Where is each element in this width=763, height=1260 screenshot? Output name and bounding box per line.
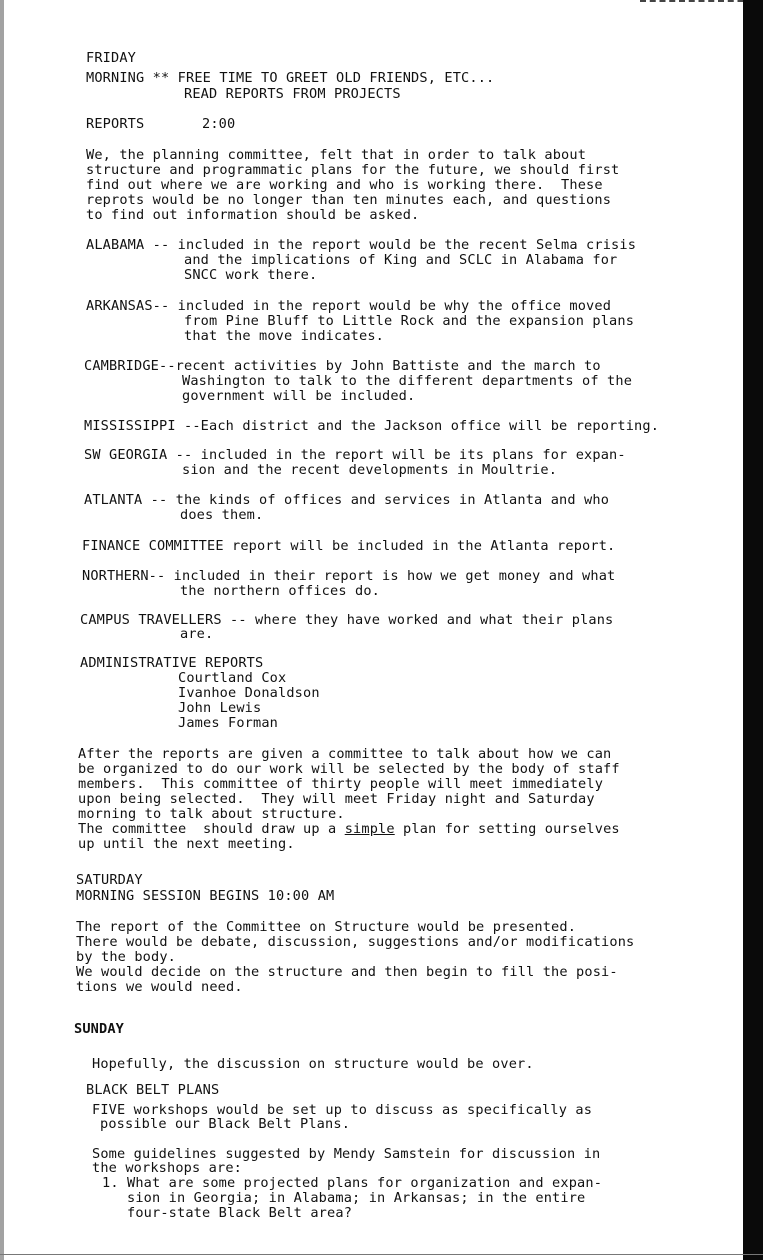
saturday-line: The report of the Committee on Structure would be presented. bbox=[76, 919, 577, 935]
workshops-line: FIVE workshops would be set up to discuss as specifically as bbox=[92, 1102, 593, 1118]
admin-name: James Forman bbox=[178, 715, 279, 731]
committee-simple-line bbox=[78, 822, 620, 837]
saturday-line: We would decide on the structure and then begin to fill the posi- bbox=[76, 964, 618, 980]
saturday-line: There would be debate, discussion, suggestions and/or modifications bbox=[76, 934, 635, 950]
saturday-heading: SATURDAY bbox=[76, 872, 143, 888]
committee-text: The committee should draw up a bbox=[78, 821, 345, 837]
finance-committee-report: FINANCE COMMITTEE report will be included in the Atlanta report. bbox=[82, 538, 616, 554]
intro-line: structure and programmatic plans for the future, we should first bbox=[86, 162, 620, 178]
black-belt-plans-heading: BLACK BELT PLANS bbox=[86, 1082, 220, 1098]
reports-time: 2:00 bbox=[202, 116, 236, 132]
campus-line: CAMPUS TRAVELLERS -- where they have worked and what their plans bbox=[80, 612, 614, 628]
atlanta-line: does them. bbox=[180, 507, 264, 523]
guidelines-line: Some guidelines suggested by Mendy Samstein for discussion in bbox=[92, 1146, 601, 1162]
item-line: sion in Georgia; in Alabama; in Arkansas; in the entire bbox=[102, 1190, 586, 1206]
sw-georgia-line: SW GEORGIA -- included in the report will be its plans for expan- bbox=[84, 447, 626, 463]
sunday-heading: SUNDAY bbox=[74, 1021, 125, 1037]
committee-text: plan for setting ourselves bbox=[394, 821, 620, 837]
cambridge-line: Washington to talk to the different departments of the bbox=[182, 373, 633, 389]
item-line: 1. What are some projected plans for organization and expan- bbox=[102, 1175, 603, 1191]
northern-line: the northern offices do. bbox=[180, 583, 381, 599]
sw-georgia-line: sion and the recent developments in Moultrie. bbox=[182, 462, 558, 478]
arkansas-line: ARKANSAS-- included in the report would be why the office moved bbox=[86, 298, 612, 314]
admin-name: Courtland Cox bbox=[178, 670, 287, 686]
admin-name: John Lewis bbox=[178, 700, 262, 716]
cambridge-line: government will be included. bbox=[182, 388, 416, 404]
saturday-session: MORNING SESSION BEGINS 10:00 AM bbox=[76, 888, 335, 904]
committee-line: up until the next meeting. bbox=[78, 836, 295, 852]
atlanta-line: ATLANTA -- the kinds of offices and services in Atlanta and who bbox=[84, 492, 610, 508]
friday-heading: FRIDAY bbox=[86, 50, 137, 66]
committee-line: morning to talk about structure. bbox=[78, 806, 345, 822]
campus-line: are. bbox=[180, 626, 214, 642]
arkansas-line: from Pine Bluff to Little Rock and the expansion plans bbox=[184, 313, 635, 329]
workshops-line: possible our Black Belt Plans. bbox=[100, 1116, 351, 1132]
cambridge-line: CAMBRIDGE--recent activities by John Battiste and the march to bbox=[84, 358, 601, 374]
reports-label: REPORTS bbox=[86, 116, 145, 132]
committee-line: be organized to do our work will be selected by the body of staff bbox=[78, 761, 620, 777]
friday-morning-line-2: READ REPORTS FROM PROJECTS bbox=[184, 86, 401, 102]
admin-name: Ivanhoe Donaldson bbox=[178, 685, 320, 701]
left-scan-edge bbox=[0, 0, 4, 1260]
saturday-line: by the body. bbox=[76, 949, 177, 965]
committee-line: upon being selected. They will meet Friday night and Saturday bbox=[78, 791, 595, 807]
saturday-line: tions we would need. bbox=[76, 979, 243, 995]
arkansas-line: that the move indicates. bbox=[184, 328, 385, 344]
committee-line: members. This committee of thirty people will meet immediately bbox=[78, 776, 604, 792]
alabama-line: ALABAMA -- included in the report would be the recent Selma crisis bbox=[86, 237, 637, 253]
guidelines-line: the workshops are: bbox=[92, 1160, 243, 1176]
sunday-hope: Hopefully, the discussion on structure would be over. bbox=[92, 1056, 534, 1072]
intro-line: We, the planning committee, felt that in order to talk about bbox=[86, 147, 587, 163]
simple-underlined-word: simple bbox=[344, 821, 395, 837]
intro-line: reprots would be no longer than ten minutes each, and questions bbox=[86, 192, 612, 208]
bottom-scan-edge bbox=[0, 1254, 763, 1255]
administrative-reports-heading: ADMINISTRATIVE REPORTS bbox=[80, 655, 264, 671]
right-scan-edge bbox=[743, 0, 763, 1260]
friday-morning-line-1: MORNING ** FREE TIME TO GREET OLD FRIENDS, ETC... bbox=[86, 70, 495, 86]
intro-line: find out where we are working and who is working there. These bbox=[86, 177, 603, 193]
mississippi-report: MISSISSIPPI --Each district and the Jackson office will be reporting. bbox=[84, 418, 660, 434]
intro-line: to find out information should be asked. bbox=[86, 207, 420, 223]
northern-line: NORTHERN-- included in their report is how we get money and what bbox=[82, 568, 616, 584]
alabama-line: SNCC work there. bbox=[184, 267, 318, 283]
item-line: four-state Black Belt area? bbox=[102, 1205, 353, 1221]
committee-line: After the reports are given a committee to talk about how we can bbox=[78, 746, 612, 762]
alabama-line: and the implications of King and SCLC in Alabama for bbox=[184, 252, 618, 268]
